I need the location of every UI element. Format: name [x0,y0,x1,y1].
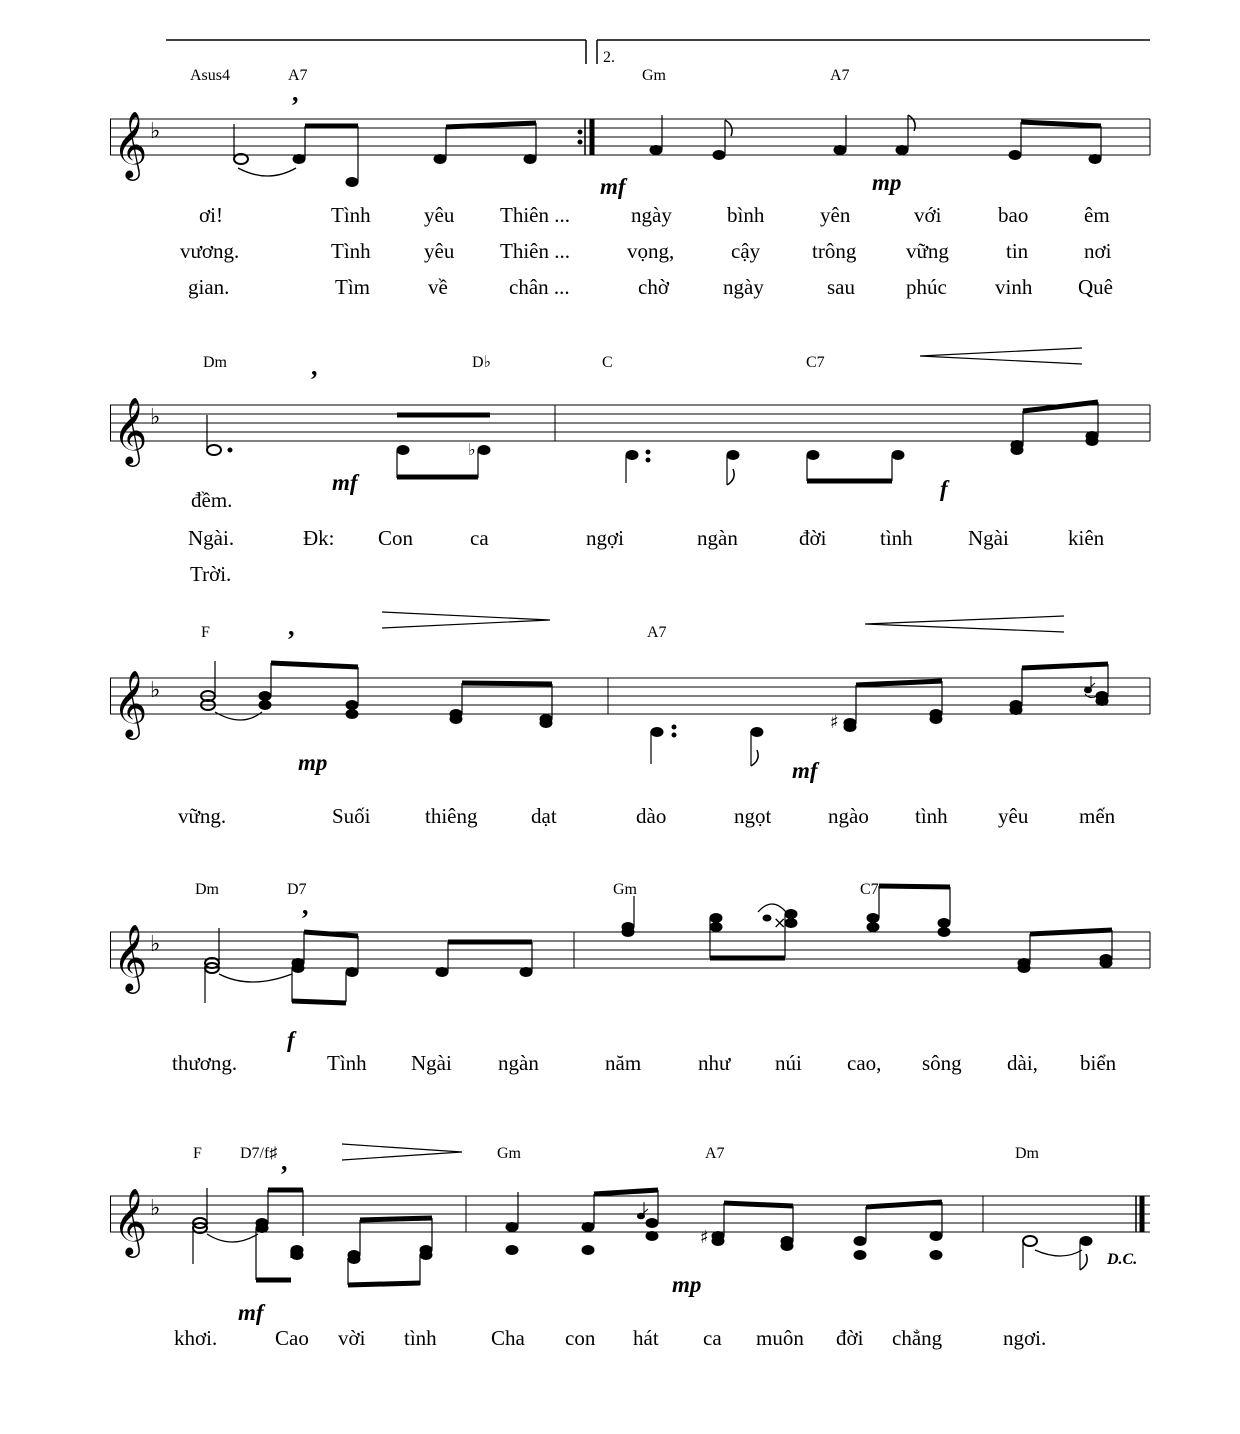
lyric-syllable: vương. [180,239,240,263]
lyrics-verse-1 [172,1051,1117,1075]
lyric-syllable: với [914,203,942,227]
lyric-syllable: Tình [331,203,371,227]
lyrics-verse-1 [191,488,232,512]
breath-mark: , [311,352,318,381]
lyric-syllable: tình [404,1326,437,1350]
lyric-syllable: Ngài. [188,526,235,550]
lyric-syllable: Con [378,526,414,550]
notes [234,115,1150,187]
lyric-syllable: bình [727,203,765,227]
chord-symbol: D7 [287,881,307,898]
chord-symbol: F [193,1145,202,1162]
lyrics-verse-1 [178,804,1116,828]
lyric-syllable: vời [338,1326,366,1350]
lyric-syllable: ngọt [734,804,772,828]
dynamic-mark: mp [872,170,902,195]
lyrics-verse-3 [190,562,231,586]
chord-symbol: A7 [830,67,850,84]
lyric-syllable: êm [1084,203,1110,227]
lyric-syllable: như [698,1051,731,1075]
lyric-syllable: con [565,1326,596,1350]
lyric-syllable: yêu [424,239,455,263]
chord-symbol: Gm [613,881,637,898]
volta-bracket-1 [166,40,586,64]
dynamic-mark: mf [332,470,358,495]
lyric-syllable: dào [636,804,667,828]
lyric-syllable: năm [605,1051,642,1075]
lyric-syllable: Cao [275,1326,309,1350]
dynamic-mark: mp [672,1272,702,1297]
dynamic-mark: mf [792,758,818,783]
chord-symbol: Asus4 [190,67,231,84]
chord-symbol: Gm [497,1145,521,1162]
dynamic-mark: mp [298,750,328,775]
chord-symbol: D♭ [472,354,492,371]
lyric-syllable: Quê [1078,275,1113,299]
lyric-syllable: Tình [327,1051,367,1075]
dynamic-mark: f [940,476,948,501]
dynamic-mark: mf [600,174,626,199]
treble-clef: 𝄞 [113,669,148,737]
volta-bracket-2 [597,40,1150,64]
lyrics-verse-1 [174,1326,1046,1350]
lyrics-verse-2 [180,239,1112,263]
lyric-syllable: nơi [1084,239,1112,263]
chord-symbol: F [201,624,210,641]
svg-text:♯: ♯ [830,712,839,733]
system-2 [110,348,1150,586]
lyric-syllable: vững [906,239,949,263]
lyric-syllable: dạt [531,804,557,828]
svg-text:♭: ♭ [468,440,476,459]
lyric-syllable: Tìm [335,275,370,299]
lyric-syllable: vọng, [627,239,675,263]
key-signature-flat: ♭ [150,932,161,957]
lyric-syllable: chẳng [892,1326,943,1350]
treble-clef: 𝄞 [113,110,148,178]
lyric-syllable: ngợi [586,526,624,550]
key-signature-flat: ♭ [150,1196,161,1221]
lyric-syllable: sông [922,1051,962,1075]
lyric-syllable: vững. [178,804,227,828]
chord-symbol: Dm [195,881,219,898]
lyric-syllable: Thiên ... [500,239,570,263]
lyric-syllable: ngơi. [1003,1326,1047,1350]
staff-lines [110,119,1150,155]
crescendo-hairpin [920,348,1082,364]
lyric-syllable: chân ... [509,275,570,299]
lyric-syllable: dài, [1007,1051,1038,1075]
lyric-syllable: núi [775,1051,802,1075]
dynamic-mark: mf [238,1300,264,1325]
lyric-syllable: bao [998,203,1029,227]
breath-mark: , [281,1147,288,1176]
treble-clef: 𝄞 [113,923,148,991]
lyric-syllable: phúc [906,275,947,299]
lyric-syllable: ngàn [697,526,738,550]
decrescendo-hairpin [342,1144,462,1160]
system-3 [110,612,1150,828]
lyric-syllable: tình [915,804,948,828]
svg-text:♯: ♯ [700,1227,709,1248]
lyric-syllable: đời [799,526,827,550]
lyric-syllable: muôn [756,1326,804,1350]
lyric-syllable: thiêng [425,804,478,828]
lyric-syllable: yêu [424,203,455,227]
chord-symbol: D7/f♯ [240,1145,278,1162]
lyric-syllable: biển [1080,1051,1117,1075]
lyric-syllable: Đk: [303,526,335,550]
lyric-syllable: ngào [828,804,869,828]
lyric-syllable: ơi! [199,203,223,227]
lyric-syllable: sau [827,275,855,299]
system-5 [110,1144,1150,1350]
lyric-syllable: yêu [998,804,1029,828]
chord-symbol: Dm [203,354,227,371]
system-1 [110,67,1150,299]
lyric-syllable: Suối [332,804,371,828]
lyric-syllable: về [428,275,448,299]
lyric-syllable: đềm. [191,488,233,512]
lyric-syllable: Tình [331,239,371,263]
breath-mark: , [292,78,299,107]
da-capo-marking: D.C. [1107,1251,1138,1268]
chord-symbol: Dm [1015,1145,1039,1162]
lyric-syllable: tin [1006,239,1029,263]
lyric-syllable: ngày [631,203,672,227]
lyric-syllable: ngàn [498,1051,539,1075]
lyric-syllable: gian. [188,275,230,299]
chord-symbol: C7 [806,354,825,371]
key-signature-flat: ♭ [150,678,161,703]
treble-clef: 𝄞 [113,396,148,464]
svg-text:×: × [773,913,787,932]
chord-symbol: A7 [705,1145,725,1162]
notes [205,886,1150,1003]
staff-lines [110,932,1150,968]
decrescendo-hairpin [382,612,550,628]
lyric-syllable: vinh [995,275,1033,299]
lyric-syllable: cậy [731,239,761,263]
lyric-syllable: ngày [723,275,764,299]
lyric-syllable: mến [1079,804,1116,828]
lyric-syllable: Ngài [411,1051,452,1075]
chord-symbol: Gm [642,67,666,84]
lyric-syllable: kiên [1068,526,1105,550]
lyric-syllable: thương. [172,1051,238,1075]
notes [193,1188,1142,1285]
lyric-syllable: Cha [491,1326,525,1350]
key-signature-flat: ♭ [150,119,161,144]
lyric-syllable: yên [820,203,851,227]
chord-symbol: C7 [860,881,879,898]
breath-mark: , [288,612,295,641]
chord-symbol: A7 [647,624,667,641]
lyrics-verse-3 [188,275,1113,299]
lyric-syllable: cao, [847,1051,882,1075]
staff-lines [110,405,1150,441]
lyrics-verse-2 [188,526,1105,550]
lyric-syllable: hát [633,1326,659,1350]
key-signature-flat: ♭ [150,405,161,430]
lyric-syllable: tình [880,526,913,550]
lyrics-verse-1 [199,203,1110,227]
lyric-syllable: trông [812,239,857,263]
lyric-syllable: Thiên ... [500,203,570,227]
chord-symbol: A7 [288,67,308,84]
lyric-syllable: ca [470,526,489,550]
lyric-syllable: Ngài [968,526,1009,550]
lyric-syllable: khơi. [174,1326,218,1350]
crescendo-hairpin [865,616,1064,632]
breath-mark: , [302,891,309,920]
chord-symbol: C [602,354,613,371]
treble-clef: 𝄞 [113,1187,148,1255]
dynamic-mark: f [287,1027,295,1052]
lyric-syllable: Trời. [190,562,232,586]
system-4 [110,881,1150,1075]
volta-2-label: 2. [603,49,615,66]
lyric-syllable: đời [836,1326,864,1350]
lyric-syllable: ca [703,1326,722,1350]
lyric-syllable: chờ [638,275,669,299]
